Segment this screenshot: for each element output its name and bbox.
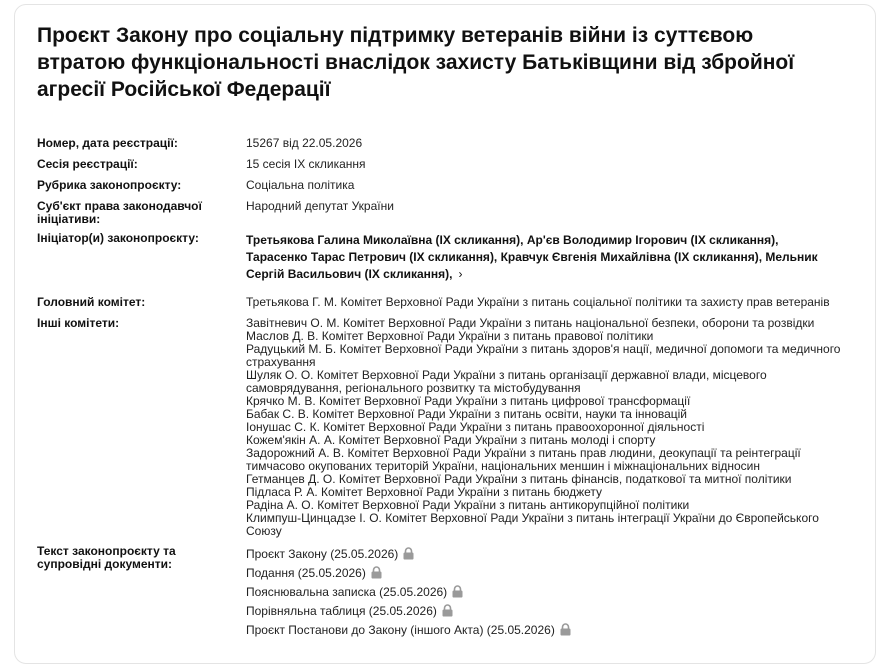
list-item: Кожем'якін А. А. Комітет Верховної Ради України з питань молоді і спорту [246,433,656,447]
rubric-value: Соціальна політика [246,178,355,192]
list-item: Іонушас С. К. Комітет Верховної Ради України з питань правоохоронної діяльності [246,420,705,434]
list-item: Климпуш-Цинцадзе І. О. Комітет Верховної Ради України з питань інтеграції України до Європейського Союзу [246,511,819,538]
list-item: Задорожний А. В. Комітет Верховної Ради України з питань прав людини, деокупації та реінтеграції тимчасово окупованих територій України, національних меншин і міжнаціональних відносин [246,446,801,473]
other-committees-label: Інші комітети: [37,316,120,330]
main-committee-value: Третьякова Г. М. Комітет Верховної Ради України з питань соціальної політики та захисту прав ветеранів [246,295,830,309]
initiator-label: Ініціатор(и) законопроєкту: [37,231,199,245]
main-committee-label: Головний комітет: [37,295,146,309]
rubric-label: Рубрика законопроєкту: [37,178,182,192]
list-item: Радіна А. О. Комітет Верховної Ради України з питань антикорупційної політики [246,498,690,512]
documents-label: Текст законопроєкту та супровідні документи: [37,544,176,571]
session-value: 15 сесія IX скликання [246,157,366,171]
list-item: Гетманцев Д. О. Комітет Верховної Ради України з питань фінансів, податкової та митної політики [246,472,792,486]
lock-icon [560,623,571,636]
document-title[interactable]: Проєкт Постанови до Закону (іншого Акта) (25.05.2026) [246,623,555,637]
page-title: Проєкт Закону про соціальну підтримку ветеранів війни із суттєвою втратою функціональності внаслідок захисту Батьківщини від збройної агресії Російської Федерації [37,24,795,101]
documents-list [246,545,846,640]
registration-value: 15267 від 22.05.2026 [246,136,363,150]
other-committees-list [246,317,841,538]
document-link[interactable] [246,602,846,621]
list-item: Завітневич О. М. Комітет Верховної Ради України з питань національної безпеки, оборони та розвідки [246,316,815,330]
subject-value: Народний депутат України [246,199,394,213]
list-item: Крячко М. В. Комітет Верховної Ради України з питань цифрової трансформації [246,394,691,408]
registration-label: Номер, дата реєстрації: [37,136,178,150]
document-link[interactable] [246,545,846,564]
lock-icon [403,547,414,560]
list-item: Радуцький М. Б. Комітет Верховної Ради України з питань здоров'я нації, медичної допомоги та медичного страхування [246,342,841,369]
chevron-right-icon[interactable]: › [458,267,463,281]
list-item: Шуляк О. О. Комітет Верховної Ради України з питань організації державної влади, місцевого самоврядування, регіонального розвитку та містобудування [246,368,767,395]
document-title[interactable]: Пояснювальна записка (25.05.2026) [246,585,448,599]
document-title[interactable]: Подання (25.05.2026) [246,566,366,580]
document-title[interactable]: Порівняльна таблиця (25.05.2026) [246,604,437,618]
document-title[interactable]: Проєкт Закону (25.05.2026) [246,547,399,561]
document-link[interactable] [246,564,846,583]
list-item: Бабак С. В. Комітет Верховної Ради України з питань освіти, науки та інновацій [246,407,687,421]
initiator-names[interactable]: Третьякова Галина Миколаївна (IX скликання), Ар'єв Володимир Ігорович (IX скликання), Тарасенко Тарас Петрович (IX скликання), Кравчук Євгенія Михайлівна (IX скликання), Мельник Сергій Васильович (IX скликання), [246,233,818,281]
list-item: Маслов Д. В. Комітет Верховної Ради України з питань правової політики [246,329,654,343]
list-item: Підласа Р. А. Комітет Верховної Ради України з питань бюджету [246,485,603,499]
initiator-value [246,232,841,283]
lock-icon [452,585,463,598]
document-link[interactable] [246,583,846,602]
lock-icon [371,566,382,579]
session-label: Сесія реєстрації: [37,157,138,171]
document-link[interactable] [246,621,846,640]
lock-icon [442,604,453,617]
subject-label: Суб'єкт права законодавчої ініціативи: [37,199,202,226]
